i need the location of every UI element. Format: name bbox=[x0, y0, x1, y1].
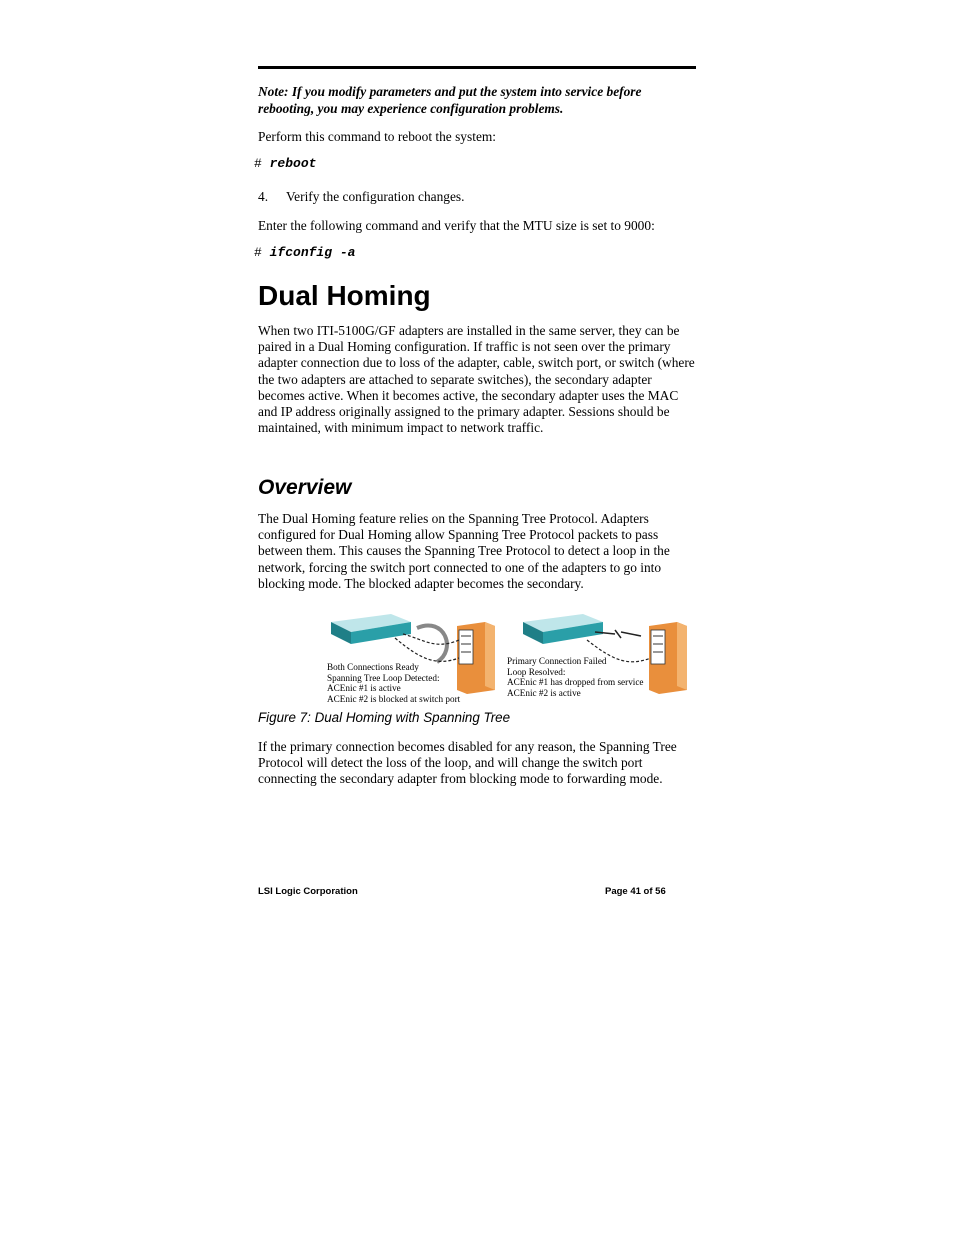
left-server-icon bbox=[457, 622, 495, 694]
note-text: Note: If you modify parameters and put the system into service before rebooting, you may experience configuration problems. bbox=[258, 84, 642, 116]
left-figure-label: Both Connections Ready Spanning Tree Loop Detected: ACEnic #1 is active ACEnic #2 is blocked at switch port bbox=[327, 662, 461, 704]
figure-caption: Figure 7: Dual Homing with Spanning Tree bbox=[258, 710, 511, 725]
heading-overview: Overview bbox=[258, 476, 352, 499]
dual-homing-figure bbox=[325, 610, 697, 710]
top-rule bbox=[258, 66, 696, 69]
left-cable-icon bbox=[403, 634, 459, 644]
right-switch-icon bbox=[523, 614, 603, 644]
broken-cable-icon bbox=[621, 632, 641, 636]
prompt: # bbox=[254, 245, 262, 260]
right-server-icon bbox=[649, 622, 687, 694]
left-switch-icon bbox=[331, 614, 411, 644]
prompt: # bbox=[254, 156, 262, 171]
step-4 bbox=[258, 189, 464, 205]
overview-paragraph: The Dual Homing feature relies on the Spanning Tree Protocol. Adapters configured for Dual Homing allow Spanning Tree Protocol packets to pass between them. This causes the Spanning Tree Protocol to detect a loop in the network, forcing the switch port connected to one of the adapters to go into blocking mode. The blocked adapter becomes the secondary. bbox=[258, 511, 670, 591]
final-paragraph: If the primary connection becomes disabled for any reason, the Spanning Tree Protocol will detect the loss of the loop, and will change the switch port connecting the secondary adapter from blocking mode to forwarding mode. bbox=[258, 739, 677, 787]
heading-dual-homing: Dual Homing bbox=[258, 280, 431, 311]
mtu-intro: Enter the following command and verify that the MTU size is set to 9000: bbox=[258, 218, 655, 233]
command-text: ifconfig -a bbox=[269, 245, 356, 260]
footer-page-number: Page 41 of 56 bbox=[605, 886, 666, 897]
command-text: reboot bbox=[269, 156, 317, 171]
step-number: 4. bbox=[258, 189, 269, 204]
break-mark-icon bbox=[615, 630, 621, 638]
step-text: Verify the configuration changes. bbox=[286, 189, 465, 204]
right-figure-label: Primary Connection Failed Loop Resolved: ACEnic #1 has dropped from service ACEnic #2 is active bbox=[507, 656, 644, 698]
ifconfig-command bbox=[254, 245, 355, 260]
dual-homing-paragraph: When two ITI-5100G/GF adapters are installed in the same server, they can be paired in a Dual Homing configuration. If traffic is not seen over the primary adapter connection due to loss of the adapter, cable, switch port, or switch (where the two adapters are attached to separate switches), the secondary adapter becomes active. When it becomes active, the secondary adapter uses the MAC and IP address originally assigned to the primary adapter. Sessions should be maintained, with minimum impact to network traffic. bbox=[258, 323, 695, 436]
reboot-intro: Perform this command to reboot the system: bbox=[258, 129, 497, 144]
reboot-command bbox=[254, 156, 316, 171]
footer-company: LSI Logic Corporation bbox=[258, 886, 358, 897]
